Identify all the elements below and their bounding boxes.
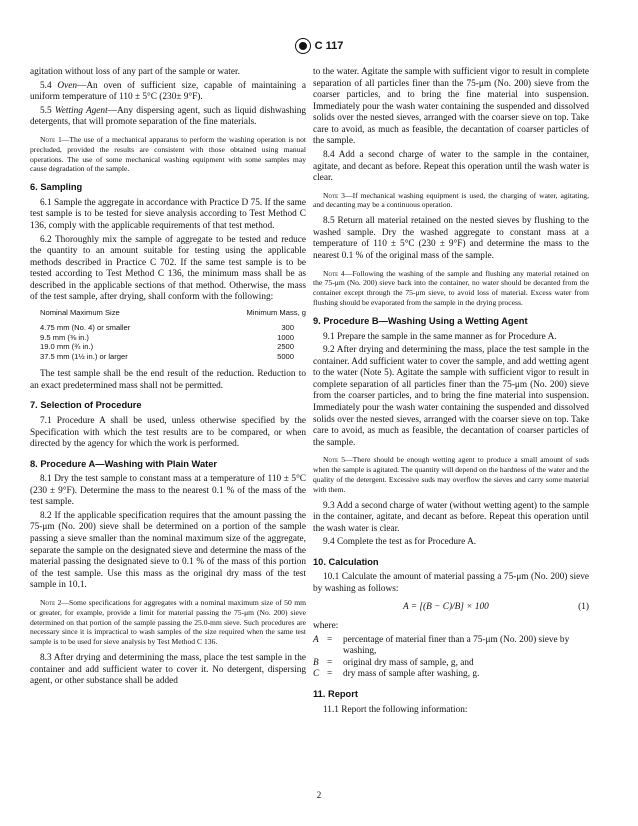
paragraph-8-3: 8.3 After drying and determining the mass, place the test sample in the container and add sufficient water to cover it. No detergent, dispersing agent, or other substance shall be added xyxy=(30,653,306,687)
paragraph-11-1: 11.1 Report the following information: xyxy=(323,704,468,715)
definition-row: A = percentage of material finer than a 75-μm (No. 200) sieve by washing, xyxy=(313,634,570,657)
paragraph-8-1: 8.1 Dry the test sample to constant mass at a temperature of 110 ± 5°C (230 ± 9°F). Determine the mass to the nearest 0.1 % of the mass of the test sample. xyxy=(30,474,306,508)
paragraph-8-5: 8.5 Return all material retained on the nested sieves by flushing to the washed sample. Dry the washed aggregate to constant mass at a temperature of 110 ± 5°C (230 ± 9°F) and determine the mass to the nearest 0.1 % of the original mass of the sample. xyxy=(313,216,589,262)
paragraph-9-4: 9.4 Complete the test as for Procedure A. xyxy=(323,537,477,548)
section-heading-sampling: 6. Sampling xyxy=(30,182,83,193)
where-label: where: xyxy=(313,621,339,632)
note-5: Note 5—There should be enough wetting agent to produce a small amount of suds when the sample is agitated. The quantity will depend on the hardness of the water and the quality of the detergent. Excessive suds may overflow the sieves and carry some material with them. xyxy=(313,455,589,494)
variable-definitions xyxy=(313,635,589,681)
paragraph-7-1: 7.1 Procedure A shall be used, unless otherwise specified by the Specification with which the test results are to be compared, or when directed by the agency for which the work is performed. xyxy=(30,415,306,450)
paragraph-9-2: 9.2 After drying and determining the mass, place the test sample in the container. Add sufficient water to cover the sample, and add wetting agent to the water (Note 5). Agitate the sample with sufficient vigor to result in complete separation of all particles finer than the 75-μm (No. 200) sieve from the coarser particles, and to bring the fine material into suspension. Immediately pour the wash water containing the suspended and dissolved solids over the nested sieves, arranged with the coarser sieve on top. Take care to avoid, as much as feasible, the decantation of coarser particles of the sample. xyxy=(313,345,589,448)
note-3: Note 3—If mechanical washing equipment is used, the charging of water, agitating, and decanting may be a continuous operation. xyxy=(313,190,589,210)
equation-1 xyxy=(313,602,589,614)
table-header: Nominal Maximum Size xyxy=(40,307,120,317)
table-row: 9.5 mm (⅜ in.) 1000 xyxy=(40,332,294,342)
minimum-mass-table xyxy=(30,308,306,361)
left-column xyxy=(30,67,306,690)
section-heading-selection: 7. Selection of Procedure xyxy=(30,400,142,411)
table-header: Minimum Mass, g xyxy=(246,307,306,317)
table-row: 37.5 mm (1½ in.) or larger 5000 xyxy=(40,351,294,361)
page-header xyxy=(0,38,638,54)
page-number: 2 xyxy=(316,790,322,800)
paragraph-10-1: 10.1 Calculate the amount of material passing a 75-μm (No. 200) sieve by washing as follows: xyxy=(313,572,589,595)
section-heading-report: 11. Report xyxy=(313,688,358,699)
paragraph-5-5: 5.5 Wetting Agent—Any dispersing agent, such as liquid dishwashing detergents, that will promote separation of the fine materials. xyxy=(30,105,306,128)
paragraph: to the water. Agitate the sample with sufficient vigor to result in complete separation of all particles finer than the 75-μm (No. 200) sieve from the coarser particles, and to bring the fine material into suspension. Immediately pour the wash water containing the suspended and dissolved solids over the nested sieves, arranged with the coarser sieve on top. Take care to avoid, as much as feasible, the decantation of coarser particles of the sample. xyxy=(313,67,589,147)
paragraph-6-2: 6.2 Thoroughly mix the sample of aggregate to be tested and reduce the quantity to an amount suitable for testing using the applicable methods described in Practice C 702. If the same test sample is to be tested according to Test Method C 136, the minimum mass shall be as described in the applicable sections of that method. Otherwise, the mass of the test sample, after drying, shall conform with the following: xyxy=(30,234,306,303)
paragraph-6-1: 6.1 Sample the aggregate in accordance with Practice D 75. If the same test sample is to be tested for sieve analysis according to Test Method C 136, comply with the applicable requirements of that test method. xyxy=(30,197,306,231)
table-row: 19.0 mm (¾ in.) 2500 xyxy=(40,342,294,352)
section-heading-procedure-a: 8. Procedure A—Washing with Plain Water xyxy=(30,458,217,469)
section-heading-calculation: 10. Calculation xyxy=(313,556,379,567)
section-heading-procedure-b: 9. Procedure B—Washing Using a Wetting Agent xyxy=(313,316,528,327)
note-2: Note 2—Some specifications for aggregates with a nominal maximum size of 50 mm or greater, for example, provide a limit for material passing the 75-μm (No. 200) sieve determined on that portion of the sample passing the 25.0-mm sieve. Such procedures are necessary since it is impractical to wash samples of the size required when the same test sample is to be used for sieve analysis by Test Method C 136. xyxy=(30,597,307,647)
paragraph-8-4: 8.4 Add a second charge of water to the sample in the container, agitate, and decant as before. Repeat this operation until the wash water is clear. xyxy=(313,149,589,184)
paragraph-9-3: 9.3 Add a second charge of water (without wetting agent) to the sample in the container, agitate, and decant as before. Repeat this operation until the wash water is clear. xyxy=(313,500,589,534)
paragraph: The test sample shall be the end result of the reduction. Reduction to an exact predetermined mass shall not be permitted. xyxy=(30,369,306,391)
paragraph-5-4: 5.4 Oven—An oven of sufficient size, capable of maintaining a uniform temperature of 110 ± 5°C (230± 9°F). xyxy=(30,80,306,103)
definition-row: C = dry mass of sample after washing, g. xyxy=(313,669,480,680)
equation-number: (1) xyxy=(578,601,589,612)
equation-text: A = [(B − C)/B] × 100 xyxy=(403,601,489,612)
note-1: Note 1—The use of a mechanical apparatus to perform the washing operation is not precluded, provided the results are consistent with those obtained using manual operations. The use of some mechanical washing equipment with some samples may cause degradation of the sample. xyxy=(30,134,306,174)
astm-logo-icon xyxy=(295,38,311,54)
note-4: Note 4—Following the washing of the sample and flushing any material retained on the 75-μm (No. 200) sieve back into the container, no water should be decanted from the container except through the 75-μm sieve, to avoid loss of material. Excess water from flushing should be evaporated from the sample in the drying process. xyxy=(313,268,589,308)
paragraph: agitation without loss of any part of the sample or water. xyxy=(30,67,240,77)
table-row: 4.75 mm (No. 4) or smaller 300 xyxy=(40,323,294,333)
right-column xyxy=(313,67,589,718)
paragraph-9-1: 9.1 Prepare the sample in the same manner as for Procedure A. xyxy=(323,331,557,342)
standard-designation: C 117 xyxy=(314,39,344,52)
paragraph-8-2: 8.2 If the applicable specification requires that the amount passing the 75-μm (No. 200) sieve shall be determined on a portion of the sample passing a sieve smaller than the nominal maximum size of the aggregate, separate the sample on the designated sieve and determine the mass of the material passing the designated sieve to 0.1 % of the mass of this portion of the test sample. Use this mass as the original dry mass of the test sample in 10.1. xyxy=(30,510,306,591)
definition-row: B = original dry mass of sample, g, and xyxy=(313,657,474,668)
